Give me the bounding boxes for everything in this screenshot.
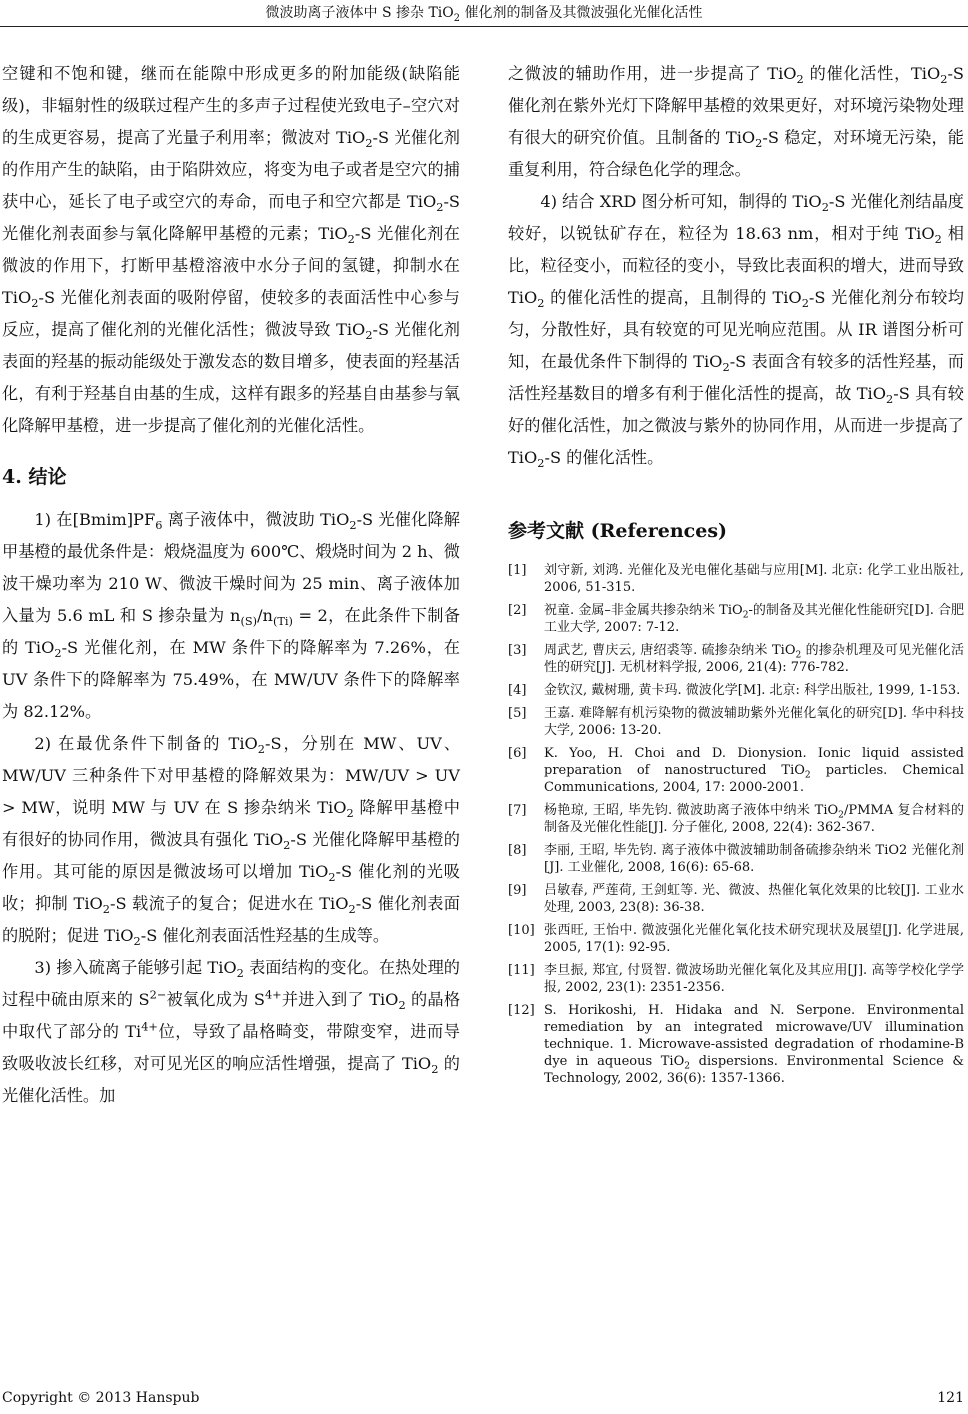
reference-item [508,882,964,916]
reference-text: S. Horikoshi, H. Hidaka and N. Serpone. Environmental remediation by an integrated microwave/UV illumination technique. 1. Microwave-assisted degradation of rhodamine-B dye in aqueous TiO$_2$ dispersions. Environmental Science & Technology, 2002, 36(6): 1357-1366. [544,1003,964,1086]
conclusion-item-2: 2) 在最优条件下制备的 TiO$_2$-S，分别在 MW、UV、MW/UV 三种条件下对甲基橙的降解效果为：MW/UV > UV > MW，说明 MW 与 UV 在 S 掺杂纳米 TiO$_2$ 降解甲基橙中有很好的协同作用，微波具有强化 TiO$_2$-S 光催化降解甲基橙的作用。其可能的原因是微波场可以增加 TiO$_2$-S 催化剂的光吸收；抑制 TiO$_2$-S 载流子的复合；促进水在 TiO$_2$-S 催化剂表面的脱附；促进 TiO$_2$-S 催化剂表面活性羟基的生成等。 [2,734,461,949]
page-footer [0,1390,968,1410]
reference-number: [5] [508,706,527,721]
reference-text: 王嘉. 难降解有机污染物的微波辅助紫外光催化氧化的研究[D]. 华中科技大学, 2006: 13-20. [544,706,964,738]
reference-item [508,842,964,876]
reference-text: 张西旺, 王怡中. 微波强化光催化氧化技术研究现状及展望[J]. 化学进展, 2005, 17(1): 92-95. [544,923,964,955]
reference-item [508,682,964,699]
reference-number: [3] [508,643,527,658]
reference-text: 周武艺, 曹庆云, 唐绍裘等. 硫掺杂纳米 TiO$_2$ 的掺杂机理及可见光催化活性的研究[J]. 无机材料学报, 2006, 21(4): 776-782. [544,643,964,675]
running-header: 微波助离子液体中 S 掺杂 TiO$_2$ 催化剂的制备及其微波强化光催化活性 [265,5,703,24]
reference-number: [6] [508,746,527,761]
conclusion-item-3: 3) 掺入硫离子能够引起 TiO$_2$ 表面结构的变化。在热处理的过程中硫由原来的 $S^{2-}$被氧化成为 $S^{4+}$并进入到了 TiO$_2$ 的晶格中取代了部分的 $Ti^{4+}$位，导致了晶格畸变，带隙变窄，进而导致吸收波长红移，对可见光区的响应活性增强，提高了 TiO$_2$ 的光催化活性。加 [2,958,461,1105]
header-divider [0,26,968,27]
conclusion-item-4: 4) 结合 XRD 图分析可知，制得的 TiO$_2$-S 光催化剂结晶度较好，以锐钛矿存在，粒径为 18.63 nm，相对于纯 TiO$_2$ 相比，粒径变小，而粒径的变小，导致比表面积的增大，进而导致 TiO$_2$ 的催化活性的提高，且制得的 TiO$_2$-S 光催化剂分布较均匀，分散性好，具有较宽的可见光响应范围。从 IR 谱图分析可知，在最优条件下制得的 TiO$_2$-S 表面含有较多的活性羟基，而活性羟基数目的增多有利于催化活性的提高，故 TiO$_2$-S 具有较好的催化活性，加之微波与紫外的协同作用，从而进一步提高了 TiO$_2$-S 的催化活性。 [508,192,964,471]
reference-number: [1] [508,563,527,578]
reference-number: [4] [508,683,527,698]
page-number: 121 [937,1390,964,1406]
reference-item [508,802,964,836]
reference-list [508,562,964,1087]
reference-item [508,705,964,739]
reference-text: 杨艳琼, 王昭, 毕先钧. 微波助离子液体中纳米 TiO$_2$/PMMA 复合材料的制备及光催化性能[J]. 分子催化, 2008, 22(4): 362-367. [544,803,964,835]
right-column [508,58,964,1093]
reference-number: [8] [508,843,527,858]
reference-text: 刘守新, 刘鸿. 光催化及光电催化基础与应用[M]. 北京: 化学工业出版社, 2006, 51-315. [544,563,964,595]
reference-item [508,602,964,636]
reference-text: 李旦振, 郑宜, 付贤智. 微波场助光催化氧化及其应用[J]. 高等学校化学学报, 2002, 23(1): 2351-2356. [544,963,964,995]
conclusion-item-1: 1) 在$[Bmim]PF_6$ 离子液体中，微波助 TiO$_2$-S 光催化降解甲基橙的最优条件是：煅烧温度为 600℃、煅烧时间为 2 h、微波干燥功率为 210 W、微波干燥时间为 25 min、离子液体加入量为 5.6 mL 和 S 掺杂量为 $n_{(S)}/n_{(Ti)} = 2$，在此条件下制备的 TiO$_2$-S 光催化剂，在 MW 条件下的降解率为 7.26%，在 UV 条件下的降解率为 75.49%，在 MW/UV 条件下的降解率为 82.12%。 [2,510,461,721]
reference-text: 金钦汉, 戴树珊, 黄卡玛. 微波化学[M]. 北京: 科学出版社, 1999, 1-153. [544,683,961,698]
copyright-notice: Copyright © 2013 Hanspub [2,1390,200,1406]
reference-number: [10] [508,923,535,938]
reference-text: 祝童. 金属–非金属共掺杂纳米 TiO$_2$-的制备及其光催化性能研究[D]. 合肥工业大学, 2007: 7-12. [544,603,964,635]
reference-item [508,745,964,796]
reference-text: K. Yoo, H. Choi and D. Dionysion. Ionic liquid assisted preparation of nanostructured TiO$_2$ particles. Chemical Communications, 2004, 17: 2000-2001. [544,746,965,795]
section-title-conclusion: 4. 结论 [2,466,67,488]
body-paragraph-continued: 空键和不饱和键，继而在能隙中形成更多的附加能级(缺陷能级)，非辐射性的级联过程产生的多声子过程使光致电子–空穴对的生成更容易，提高了光量子利用率；微波对 TiO$_2$-S 光催化剂的作用产生的缺陷，由于陷阱效应，将变为电子或者是空穴的捕获中心，延长了电子或空穴的寿命，而电子和空穴都是 TiO$_2$-S 光催化剂表面参与氧化降解甲基橙的元素；TiO$_2$-S 光催化剂在微波的作用下，打断甲基橙溶液中水分子间的氢键，抑制水在 TiO$_2$-S 光催化剂表面的吸附停留，使较多的表面活性中心参与反应，提高了催化剂的光催化活性；微波导致 TiO$_2$-S 光催化剂表面的羟基的振动能级处于激发态的数目增多，使表面的羟基活化，有利于羟基自由基的生成，这样有跟多的羟基自由基参与氧化降解甲基橙，进一步提高了催化剂的光催化活性。 [2,64,460,435]
reference-text: 吕敏春, 严莲荷, 王剑虹等. 光、微波、热催化氧化效果的比较[J]. 工业水处理, 2003, 23(8): 36-38. [544,883,964,915]
reference-item [508,962,964,996]
reference-item [508,1002,964,1087]
reference-number: [11] [508,963,535,978]
reference-number: [9] [508,883,527,898]
reference-number: [7] [508,803,527,818]
reference-text: 李丽, 王昭, 毕先钧. 离子液体中微波辅助制备硫掺杂纳米 TiO2 光催化剂[J]. 工业催化, 2008, 16(6): 65-68. [544,843,964,875]
reference-number: [2] [508,603,527,618]
reference-item [508,642,964,676]
reference-number: [12] [508,1003,535,1018]
reference-item [508,562,964,596]
references-title: 参考文献 (References) [508,520,728,542]
conclusion-item-3-continued: 之微波的辅助作用，进一步提高了 TiO$_2$ 的催化活性，TiO$_2$-S 催化剂在紫外光灯下降解甲基橙的效果更好，对环境污染物处理有很大的研究价值。且制备的 TiO$_2$-S 稳定，对环境无污染，能重复利用，符合绿色化学的理念。 [508,64,965,179]
reference-item [508,922,964,956]
left-column [2,58,460,1112]
